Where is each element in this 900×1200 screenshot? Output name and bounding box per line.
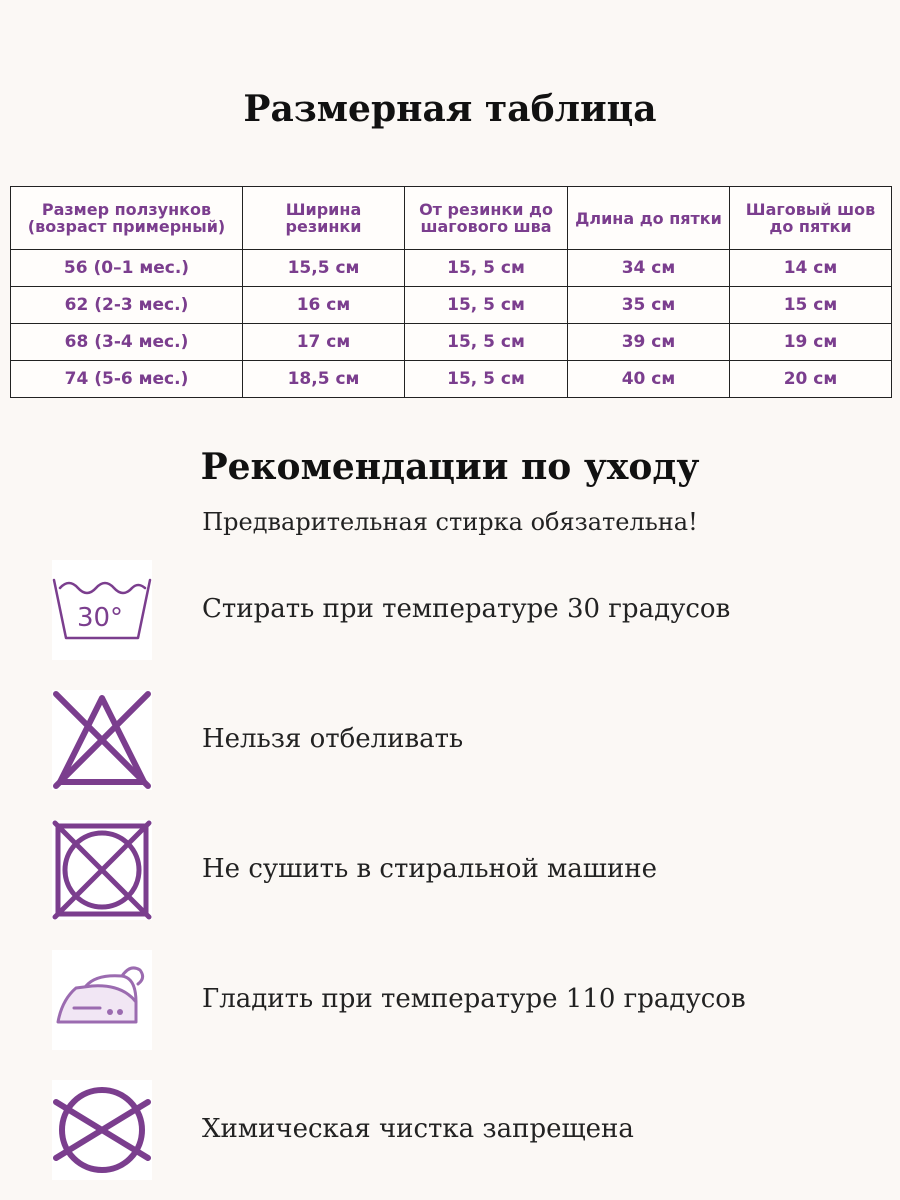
no-bleach-icon xyxy=(52,690,152,790)
column-header: Ширина резинки xyxy=(243,187,405,250)
table-row xyxy=(11,250,892,287)
no-dry-clean-icon xyxy=(52,1080,152,1180)
table-row xyxy=(11,287,892,324)
table-cell: 20 см xyxy=(730,361,892,398)
table-cell: 35 см xyxy=(568,287,730,324)
care-item-label: Нельзя отбеливать xyxy=(202,724,464,754)
care-item-label: Не сушить в стиральной машине xyxy=(202,854,657,884)
table-cell: 15 см xyxy=(730,287,892,324)
table-cell: 14 см xyxy=(730,250,892,287)
table-cell: 40 см xyxy=(568,361,730,398)
care-item-wash xyxy=(0,560,900,660)
care-item-no-bleach xyxy=(0,690,900,790)
care-item-iron xyxy=(0,950,900,1050)
table-cell: 62 (2-3 мес.) xyxy=(11,287,243,324)
table-cell: 15,5 см xyxy=(243,250,405,287)
care-item-label: Химическая чистка запрещена xyxy=(202,1114,634,1144)
table-cell: 17 см xyxy=(243,324,405,361)
table-cell: 39 см xyxy=(568,324,730,361)
table-cell: 15, 5 см xyxy=(405,361,568,398)
column-header: От резинки до шагового шва xyxy=(405,187,568,250)
table-cell: 74 (5-6 мес.) xyxy=(11,361,243,398)
table-cell: 15, 5 см xyxy=(405,250,568,287)
table-cell: 15, 5 см xyxy=(405,287,568,324)
care-item-no-tumble-dry xyxy=(0,820,900,920)
table-row xyxy=(11,324,892,361)
no-tumble-dry-icon xyxy=(52,820,152,920)
wash-30-icon xyxy=(52,560,152,660)
table-cell: 34 см xyxy=(568,250,730,287)
table-row xyxy=(11,361,892,398)
care-title: Рекомендации по уходу xyxy=(200,446,700,488)
table-header-row xyxy=(11,187,892,250)
care-item-no-dry-clean xyxy=(0,1080,900,1180)
column-header: Длина до пятки xyxy=(568,187,730,250)
table-cell: 56 (0–1 мес.) xyxy=(11,250,243,287)
iron-icon xyxy=(52,950,152,1050)
table-cell: 68 (3-4 мес.) xyxy=(11,324,243,361)
table-cell: 16 см xyxy=(243,287,405,324)
size-table-title: Размерная таблица xyxy=(243,88,657,130)
size-table xyxy=(10,186,892,398)
wash-temperature: 30° xyxy=(76,603,124,633)
column-header: Шаговый шов до пятки xyxy=(730,187,892,250)
column-header: Размер ползунков (возраст примерный) xyxy=(11,187,243,250)
care-subtitle: Предварительная стирка обязательна! xyxy=(202,508,698,536)
table-cell: 18,5 см xyxy=(243,361,405,398)
table-cell: 19 см xyxy=(730,324,892,361)
care-item-label: Стирать при температуре 30 градусов xyxy=(202,594,731,624)
table-cell: 15, 5 см xyxy=(405,324,568,361)
care-item-label: Гладить при температуре 110 градусов xyxy=(202,984,746,1014)
